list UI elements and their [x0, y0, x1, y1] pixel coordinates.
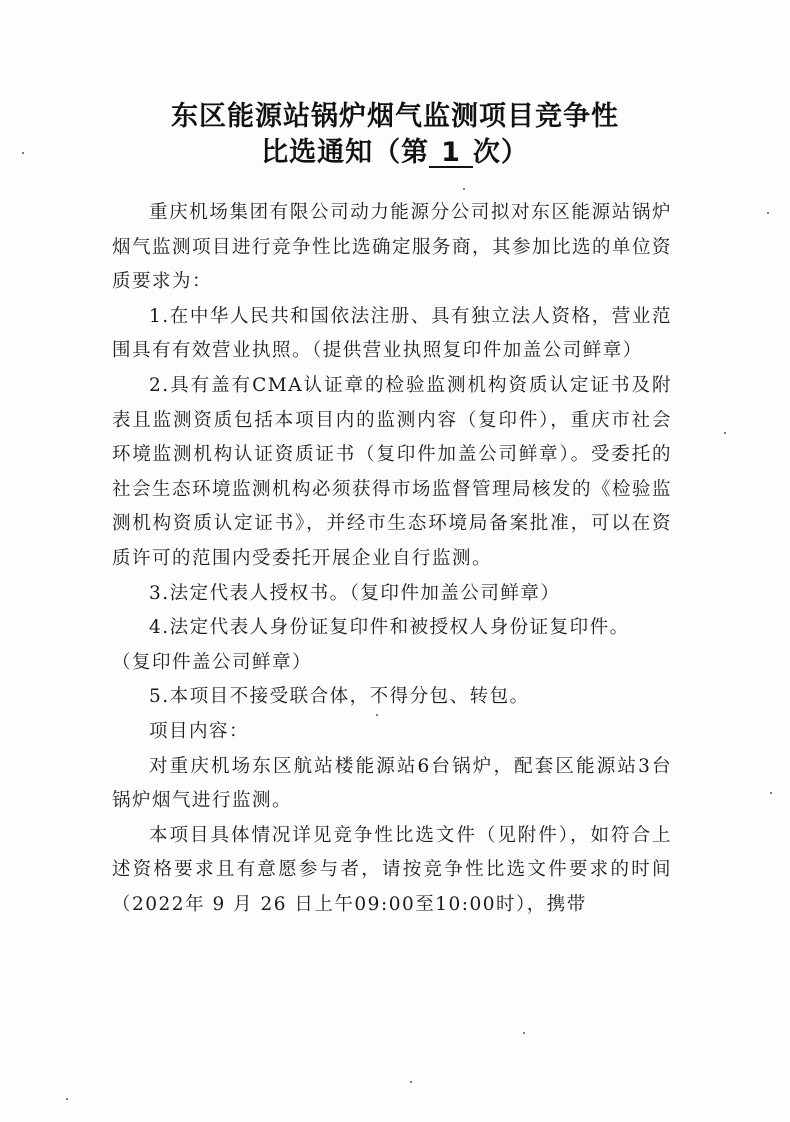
- scan-speck: [724, 432, 726, 434]
- requirement-5: 5.本项目不接受联合体，不得分包、转包。: [149, 686, 530, 708]
- title-suffix: 次）: [472, 137, 529, 168]
- requirement-4: 4.法定代表人身份证复印件和被授权人身份证复印件。: [149, 617, 630, 639]
- requirement-3: 3.法定代表人授权书。（复印件加盖公司鲜章）: [149, 582, 561, 604]
- intro-paragraph: 重庆机场集团有限公司动力能源分公司拟对东区能源站锅炉烟气监测项目进行竞争性比选确定服务商，其参加比选的单位资质要求为：: [112, 202, 673, 293]
- project-content-paragraph: 对重庆机场东区航站楼能源站6台锅炉，配套区能源站3台锅炉烟气进行监测。: [112, 755, 672, 812]
- requirement-4-note: （复印件盖公司鲜章）: [112, 651, 313, 673]
- scan-speck: [376, 714, 378, 716]
- document-title-line-2: [0, 130, 790, 169]
- scan-speck: [770, 792, 772, 794]
- scan-speck: [463, 188, 465, 190]
- title-prefix: 比选通知（第: [261, 137, 430, 168]
- title-issue-number: 1: [429, 140, 473, 168]
- document-title-line-1: 东区能源站锅炉烟气监测项目竞争性: [171, 101, 619, 132]
- scan-speck: [767, 212, 769, 214]
- scan-speck: [410, 1081, 412, 1083]
- requirement-1: 1.在中华人民共和国依法注册、具有独立法人资格，营业范围具有有效营业执照。（提供营业执照复印件加盖公司鲜章）: [112, 305, 672, 362]
- project-content-heading: 项目内容：: [149, 720, 250, 742]
- scan-speck: [66, 1098, 68, 1100]
- document-body: [112, 196, 672, 922]
- scan-speck: [523, 1032, 525, 1034]
- instructions-paragraph: 本项目具体情况详见竞争性比选文件（见附件），如符合上述资格要求且有意愿参与者，请按竞争性比选文件要求的时间（2022年 9 月 26 日上午09:00至10:00时），携带: [112, 824, 672, 915]
- scan-speck: [22, 152, 24, 154]
- requirement-2: 2.具有盖有CMA认证章的检验监测机构资质认定证书及附表且监测资质包括本项目内的监测内容（复印件），重庆市社会环境监测机构认证资质证书（复印件加盖公司鲜章）。受委托的社会生态环境监测机构必须获得市场监督管理局核发的《检验监测机构资质认定证书》，并经市生态环境局备案批准，可以在资质许可的范围内受委托开展企业自行监测。: [112, 374, 673, 569]
